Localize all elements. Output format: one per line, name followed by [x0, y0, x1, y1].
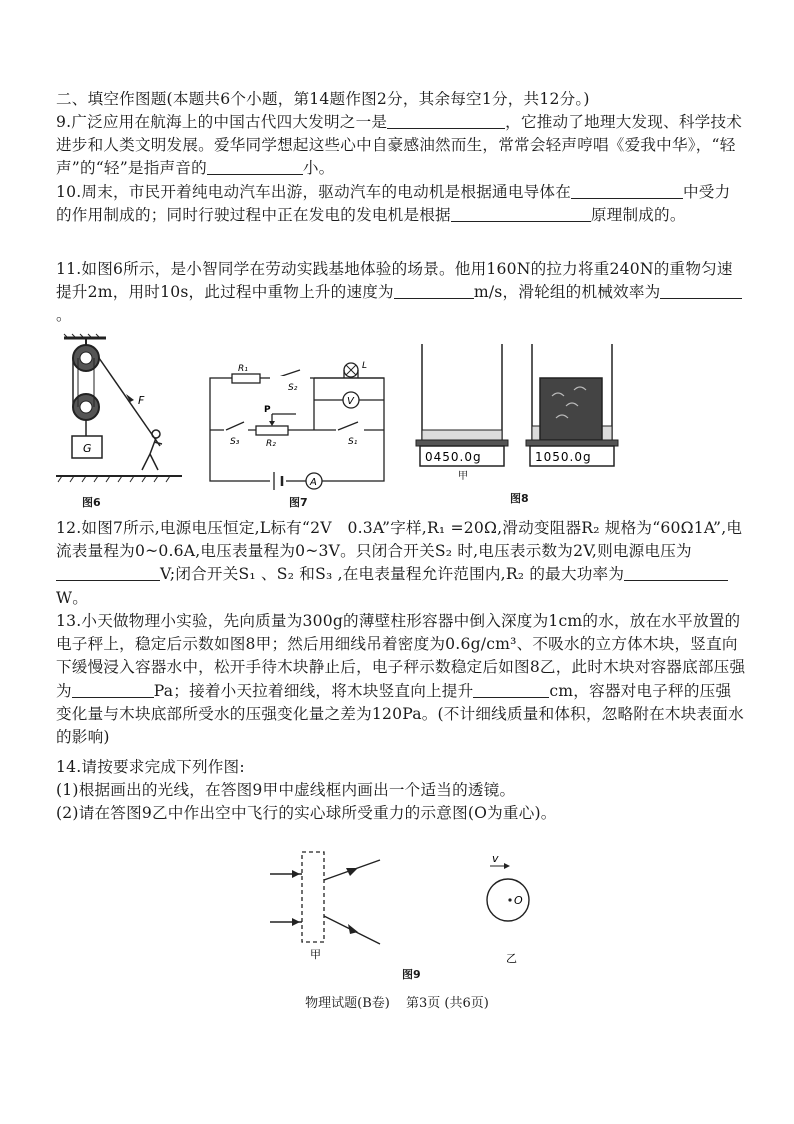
slider-label: P — [264, 405, 271, 415]
q12-text-b: V;闭合开关S₁ 、S₂ 和S₃ ,在电表量程允许范围内,R₂ 的最大功率为 — [160, 565, 625, 584]
center-label: O — [514, 894, 523, 907]
question-13 — [56, 610, 746, 749]
question-10 — [56, 181, 746, 227]
q13-blank-1[interactable] — [72, 681, 154, 698]
r2-label: R₂ — [266, 439, 276, 449]
q14-title: 14.请按要求完成下列作图: — [56, 758, 245, 776]
q13-text-c: cm，容器对电子秤的压强变化量与木块底部所受水的压强变化量之差为120Pa。(不计细线质量和体积，忽略附在木块表面水的影响) — [56, 681, 744, 747]
q12-text-c: W。 — [56, 588, 89, 607]
figure-7-caption: 图7 — [289, 496, 308, 509]
q9-blank-1[interactable] — [387, 112, 505, 129]
page-footer — [0, 992, 794, 1011]
s2-label: S₂ — [288, 383, 298, 393]
q9-text-b: ，它推动了地理大发现、科学技术进步和人类文明发展。爱华同学想起这些心中自豪感油然而生，常常会轻声哼唱《爱我中华》，“轻声”的“轻”是指声音的 — [56, 113, 743, 178]
q10-blank-1[interactable] — [571, 182, 683, 199]
q10-text-b: 中受力的作用制成的；同时行驶过程中正在发电的发电机是根据 — [56, 183, 731, 225]
velocity-label: v — [492, 852, 499, 865]
scale-right-reading: 1050.0g — [535, 450, 592, 464]
question-14 — [56, 756, 746, 826]
fig9-sub-right: 乙 — [506, 952, 517, 965]
ball-icon — [487, 879, 529, 921]
q13-text-b: Pa；接着小天拉着细线，将木块竖直向上提升 — [153, 681, 474, 700]
q9-text-c: 小。 — [302, 159, 335, 178]
lamp-label: L — [362, 361, 368, 371]
q9-text-a: 9.广泛应用在航海上的中国古代四大发明之一是 — [56, 113, 388, 131]
q12-text-a: 12.如图7所示,电源电压恒定,L标有“2V 0.3A”字样,R₁ =20Ω,滑动变阻器R₂ 规格为“60Ω1A”,电流表量程为0~0.6A,电压表量程为0~3V。只闭合开关S₂ 时,电压表示数为2V,则电源电压为 — [56, 519, 743, 561]
q13-blank-2[interactable] — [473, 681, 549, 698]
weight-label: G — [83, 442, 92, 455]
q14-part-1: (1)根据画出的光线，在答图9甲中虚线框内画出一个适当的透镜。 — [56, 781, 516, 800]
s1-label: S₁ — [348, 437, 358, 447]
s3-label: S₃ — [230, 437, 240, 447]
wood-block — [540, 378, 602, 440]
figure-6-pulley — [56, 334, 186, 494]
scale-left-reading: 0450.0g — [425, 450, 482, 464]
q14-part-2: (2)请在答图9乙中作出空中飞行的实心球所受重力的示意图(O为重心)。 — [56, 804, 557, 823]
q9-blank-2[interactable] — [207, 158, 303, 175]
q11-text-c: 。 — [56, 306, 72, 325]
q11-text-a: 11.如图6所示，是小智同学在劳动实践基地体验的场景。他用160N的拉力将重240N的重物匀速提升2m，用时10s，此过程中重物上升的速度为 — [56, 260, 733, 302]
footer-subject: 物理试题(B卷) — [305, 996, 390, 1011]
figure-9-drawing — [270, 848, 560, 966]
q11-blank-1[interactable] — [394, 282, 474, 299]
figure-8-scales — [416, 344, 626, 480]
q12-blank-2[interactable] — [624, 564, 728, 581]
force-label: F — [138, 394, 145, 407]
figure-7-circuit — [208, 358, 408, 488]
lens-dashed-box[interactable] — [302, 852, 324, 942]
figure-6-caption: 图6 — [82, 496, 101, 509]
question-12 — [56, 517, 746, 610]
q12-blank-1[interactable] — [56, 564, 160, 581]
section-title: 二、填空作图题(本题共6个小题，第14题作图2分，其余每空1分，共12分。) — [56, 90, 590, 108]
q11-blank-2[interactable] — [660, 282, 742, 299]
person-icon — [142, 430, 162, 470]
fig9-sub-left: 甲 — [310, 948, 321, 961]
footer-page-number: 第3页 (共6页) — [406, 996, 489, 1011]
fig8-sub-left: 甲 — [458, 471, 468, 482]
voltmeter-label: V — [347, 396, 354, 407]
q10-blank-2[interactable] — [451, 205, 591, 222]
r1-label: R₁ — [238, 364, 248, 374]
q10-text-c: 原理制成的。 — [590, 206, 686, 225]
q13-text-a: 13.小天做物理小实验，先向质量为300g的薄壁柱形容器中倒入深度为1cm的水，放在水平放置的电子秤上，稳定后示数如图8甲；然后用细线吊着密度为0.6g/cm³、不吸水的立方体木块，竖直向下缓慢浸入容器水中，松开手待木块静止后，电子秤示数稳定后如图8乙，此时木块对容器底部压强为 — [56, 612, 746, 700]
q10-text-a: 10.周末，市民开着纯电动汽车出游，驱动汽车的电动机是根据通电导体在 — [56, 183, 572, 201]
question-9 — [56, 111, 746, 181]
question-11 — [56, 258, 746, 328]
figure-9-caption: 图9 — [402, 968, 421, 981]
ammeter-label: A — [310, 477, 317, 488]
q11-text-b: m/s，滑轮组的机械效率为 — [473, 283, 661, 302]
figure-8-caption: 图8 — [510, 492, 529, 505]
